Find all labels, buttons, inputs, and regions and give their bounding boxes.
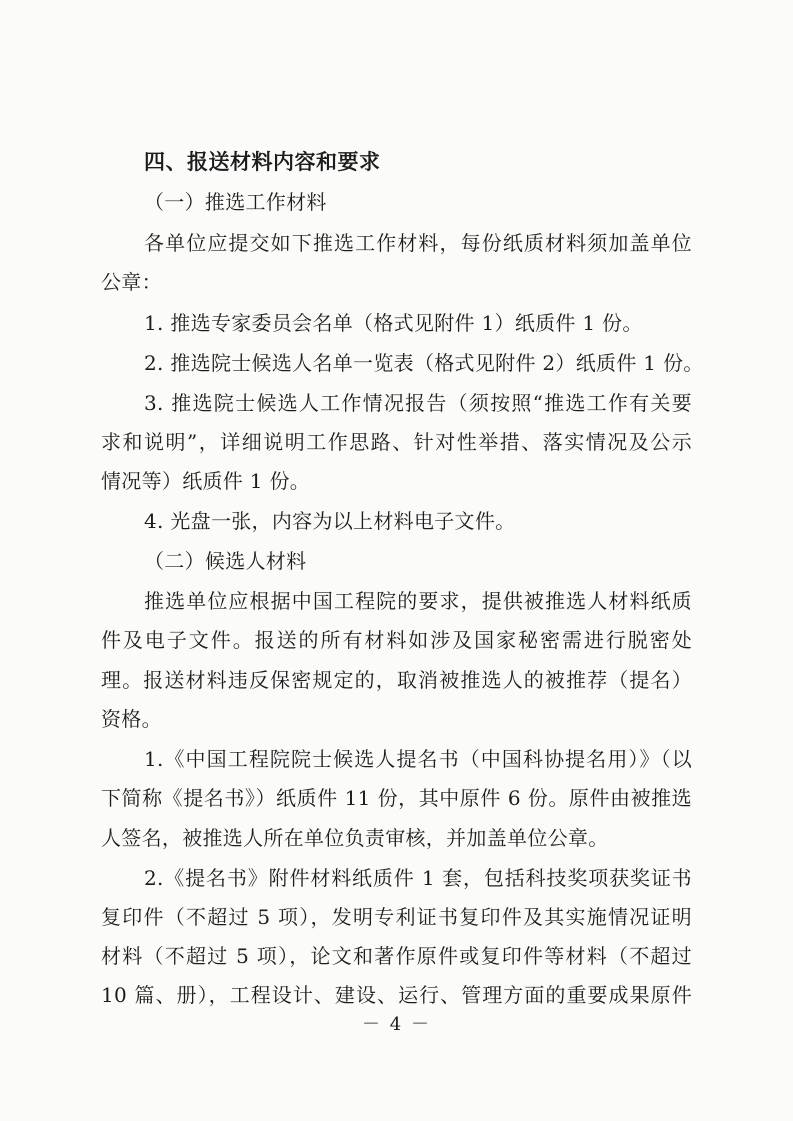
section-heading: 四、报送材料内容和要求 [144,150,381,174]
paragraph-line: 10 篇、册），工程设计、建设、运行、管理方面的重要成果原件 [101,983,692,1007]
page-number: － 4 － [362,1014,431,1035]
list-item: 1.《中国工程院院士候选人提名书（中国科协提名用）》（以 [144,747,692,771]
paragraph-line: 求和说明”，详细说明工作思路、针对性举措、落实情况及公示 [101,430,692,454]
subsection-heading: （二）候选人材料 [144,549,307,573]
list-item: 4. 光盘一张，内容为以上材料电子文件。 [144,509,516,533]
paragraph-line: 公章： [101,270,162,294]
list-item: 1. 推选专家委员会名单（格式见附件 1）纸质件 1 份。 [144,311,643,335]
list-item: 2.《提名书》附件材料纸质件 1 套，包括科技奖项获奖证书 [144,866,692,890]
paragraph-line: 件及电子文件。报送的所有材料如涉及国家秘密需进行脱密处 [101,628,692,652]
subsection-heading: （一）推选工作材料 [144,190,327,214]
paragraph-line: 推选单位应根据中国工程院的要求，提供被推选人材料纸质 [144,589,692,613]
paragraph-line: 材料（不超过 5 项），论文和著作原件或复印件等材料（不超过 [101,944,692,968]
list-item: 3. 推选院士候选人工作情况报告（须按照“推选工作有关要 [144,391,692,415]
paragraph-line: 复印件（不超过 5 项），发明专利证书复印件及其实施情况证明 [101,905,692,929]
paragraph-line: 人签名，被推选人所在单位负责审核，并加盖单位公章。 [101,826,609,850]
list-item: 2. 推选院士候选人名单一览表（格式见附件 2）纸质件 1 份。 [144,351,704,375]
paragraph-line: 理。报送材料违反保密规定的，取消被推选人的被推荐（提名） [101,668,692,692]
paragraph-line: 下简称《提名书》）纸质件 11 份，其中原件 6 份。原件由被推选 [101,786,692,810]
paragraph-line: 各单位应提交如下推选工作材料，每份纸质材料须加盖单位 [144,231,692,255]
paragraph-line: 情况等）纸质件 1 份。 [101,469,311,493]
paragraph-line: 资格。 [101,707,162,731]
